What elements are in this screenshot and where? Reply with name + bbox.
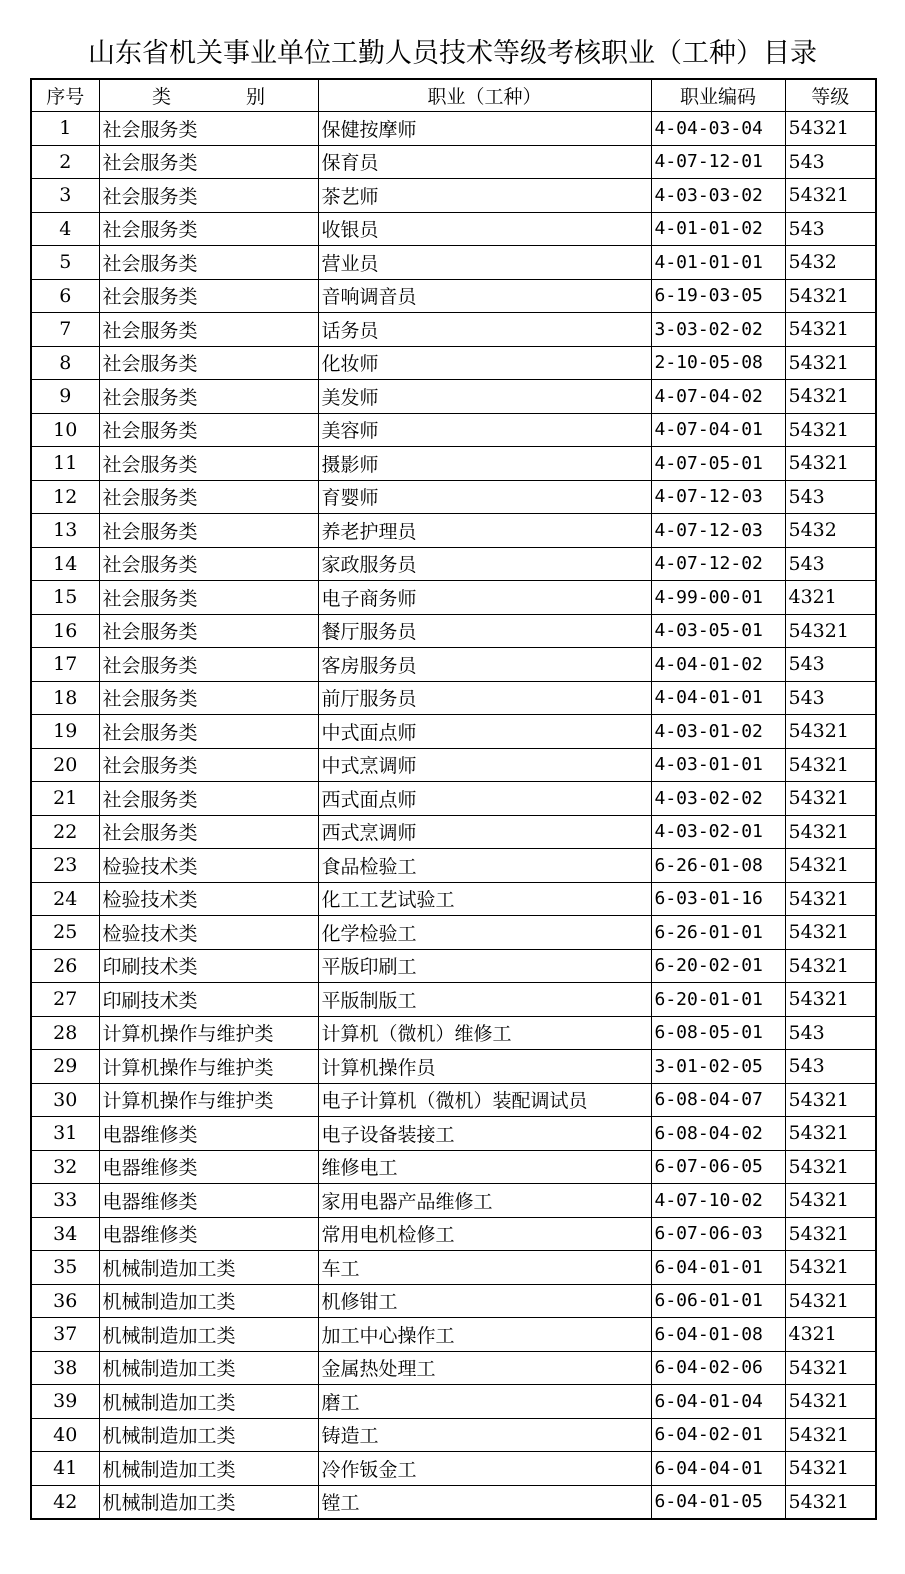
cell-index: 24: [31, 882, 99, 916]
cell-index: 5: [31, 246, 99, 280]
cell-occupation-code: 4-07-12-01: [651, 145, 785, 179]
table-row: [31, 179, 876, 213]
cell-index: 16: [31, 614, 99, 648]
cell-level: 54321: [785, 1485, 876, 1519]
cell-occupation-code: 6-04-01-05: [651, 1485, 785, 1519]
cell-index: 3: [31, 179, 99, 213]
table-row: [31, 882, 876, 916]
cell-index: 27: [31, 983, 99, 1017]
table-row: [31, 1150, 876, 1184]
column-header-index: 序号: [31, 79, 99, 112]
cell-occupation-code: 4-03-02-02: [651, 782, 785, 816]
table-row: [31, 1117, 876, 1151]
cell-index: 35: [31, 1251, 99, 1285]
cell-occupation-code: 2-10-05-08: [651, 346, 785, 380]
cell-index: 17: [31, 648, 99, 682]
table-row: [31, 1385, 876, 1419]
cell-category: 社会服务类: [99, 413, 318, 447]
cell-index: 41: [31, 1452, 99, 1486]
cell-occupation: 养老护理员: [318, 514, 651, 548]
cell-occupation: 餐厅服务员: [318, 614, 651, 648]
cell-category: 社会服务类: [99, 313, 318, 347]
cell-index: 31: [31, 1117, 99, 1151]
cell-occupation-code: 4-07-12-03: [651, 480, 785, 514]
cell-category: 社会服务类: [99, 715, 318, 749]
cell-occupation-code: 6-08-05-01: [651, 1016, 785, 1050]
cell-category: 机械制造加工类: [99, 1418, 318, 1452]
cell-occupation-code: 4-04-03-04: [651, 112, 785, 146]
cell-occupation: 计算机（微机）维修工: [318, 1016, 651, 1050]
cell-index: 28: [31, 1016, 99, 1050]
cell-occupation: 中式烹调师: [318, 748, 651, 782]
cell-category: 社会服务类: [99, 782, 318, 816]
cell-level: 54321: [785, 1184, 876, 1218]
cell-category: 电器维修类: [99, 1117, 318, 1151]
cell-index: 34: [31, 1217, 99, 1251]
table-row: [31, 949, 876, 983]
cell-level: 543: [785, 212, 876, 246]
table-row: [31, 1418, 876, 1452]
cell-level: 54321: [785, 1351, 876, 1385]
cell-level: 54321: [785, 1150, 876, 1184]
cell-occupation-code: 6-26-01-08: [651, 849, 785, 883]
cell-index: 36: [31, 1284, 99, 1318]
table-row: [31, 748, 876, 782]
cell-occupation: 客房服务员: [318, 648, 651, 682]
cell-category: 社会服务类: [99, 179, 318, 213]
table-row: [31, 1050, 876, 1084]
cell-index: 19: [31, 715, 99, 749]
cell-category: 检验技术类: [99, 849, 318, 883]
cell-category: 社会服务类: [99, 547, 318, 581]
cell-index: 33: [31, 1184, 99, 1218]
cell-category: 机械制造加工类: [99, 1485, 318, 1519]
page-title: 山东省机关事业单位工勤人员技术等级考核职业（工种）目录: [88, 38, 817, 69]
cell-category: 社会服务类: [99, 514, 318, 548]
cell-level: 54321: [785, 1284, 876, 1318]
cell-level: 54321: [785, 1251, 876, 1285]
cell-occupation: 维修电工: [318, 1150, 651, 1184]
cell-category: 社会服务类: [99, 614, 318, 648]
cell-category: 计算机操作与维护类: [99, 1016, 318, 1050]
cell-occupation-code: 4-07-12-03: [651, 514, 785, 548]
cell-occupation: 营业员: [318, 246, 651, 280]
cell-category: 电器维修类: [99, 1184, 318, 1218]
cell-occupation: 镗工: [318, 1485, 651, 1519]
cell-level: 54321: [785, 916, 876, 950]
cell-category: 社会服务类: [99, 748, 318, 782]
table-header-row: [31, 79, 876, 112]
table-row: [31, 380, 876, 414]
cell-index: 11: [31, 447, 99, 481]
table-row: [31, 1184, 876, 1218]
cell-level: 54321: [785, 346, 876, 380]
column-header-occupation: 职业（工种）: [318, 79, 651, 112]
cell-occupation-code: 4-04-01-01: [651, 681, 785, 715]
cell-occupation: 常用电机检修工: [318, 1217, 651, 1251]
cell-index: 1: [31, 112, 99, 146]
table-row: [31, 547, 876, 581]
cell-occupation: 车工: [318, 1251, 651, 1285]
column-header-category: 类 别: [99, 79, 318, 112]
cell-index: 20: [31, 748, 99, 782]
cell-index: 9: [31, 380, 99, 414]
cell-category: 社会服务类: [99, 246, 318, 280]
cell-index: 15: [31, 581, 99, 615]
cell-occupation: 食品检验工: [318, 849, 651, 883]
table-row: [31, 1016, 876, 1050]
cell-occupation-code: 4-03-02-01: [651, 815, 785, 849]
cell-occupation: 计算机操作员: [318, 1050, 651, 1084]
table-row: [31, 648, 876, 682]
cell-occupation: 西式烹调师: [318, 815, 651, 849]
cell-occupation: 前厅服务员: [318, 681, 651, 715]
cell-occupation-code: 4-01-01-01: [651, 246, 785, 280]
table-row: [31, 1083, 876, 1117]
cell-index: 29: [31, 1050, 99, 1084]
cell-occupation-code: 4-03-05-01: [651, 614, 785, 648]
table-row: [31, 849, 876, 883]
table-body: [31, 112, 876, 1520]
cell-level: 54321: [785, 882, 876, 916]
cell-occupation-code: 4-07-04-01: [651, 413, 785, 447]
cell-level: 54321: [785, 1117, 876, 1151]
cell-occupation-code: 6-07-06-03: [651, 1217, 785, 1251]
cell-occupation: 金属热处理工: [318, 1351, 651, 1385]
cell-level: 5432: [785, 514, 876, 548]
cell-occupation: 化妆师: [318, 346, 651, 380]
cell-level: 543: [785, 547, 876, 581]
cell-occupation: 音响调音员: [318, 279, 651, 313]
cell-category: 社会服务类: [99, 346, 318, 380]
cell-index: 14: [31, 547, 99, 581]
cell-occupation: 化工工艺试验工: [318, 882, 651, 916]
column-header-level: 等级: [785, 79, 876, 112]
cell-occupation-code: 4-01-01-02: [651, 212, 785, 246]
cell-level: 54321: [785, 413, 876, 447]
cell-occupation: 话务员: [318, 313, 651, 347]
cell-level: 54321: [785, 715, 876, 749]
table-row: [31, 1217, 876, 1251]
cell-category: 机械制造加工类: [99, 1284, 318, 1318]
cell-level: 5432: [785, 246, 876, 280]
cell-level: 54321: [785, 279, 876, 313]
cell-index: 39: [31, 1385, 99, 1419]
cell-occupation-code: 6-04-02-01: [651, 1418, 785, 1452]
cell-occupation: 中式面点师: [318, 715, 651, 749]
table-row: [31, 212, 876, 246]
cell-level: 54321: [785, 380, 876, 414]
cell-level: 54321: [785, 1418, 876, 1452]
table-row: [31, 279, 876, 313]
cell-index: 6: [31, 279, 99, 313]
cell-category: 电器维修类: [99, 1217, 318, 1251]
cell-level: 54321: [785, 614, 876, 648]
cell-level: 54321: [785, 1217, 876, 1251]
cell-occupation-code: 6-07-06-05: [651, 1150, 785, 1184]
cell-category: 社会服务类: [99, 380, 318, 414]
cell-occupation-code: 6-04-04-01: [651, 1452, 785, 1486]
cell-index: 8: [31, 346, 99, 380]
cell-category: 机械制造加工类: [99, 1452, 318, 1486]
cell-category: 电器维修类: [99, 1150, 318, 1184]
cell-occupation-code: 6-19-03-05: [651, 279, 785, 313]
cell-occupation-code: 4-07-04-02: [651, 380, 785, 414]
cell-occupation: 磨工: [318, 1385, 651, 1419]
cell-occupation: 电子设备装接工: [318, 1117, 651, 1151]
cell-occupation: 美发师: [318, 380, 651, 414]
cell-occupation-code: 6-04-02-06: [651, 1351, 785, 1385]
table-row: [31, 1485, 876, 1519]
table-row: [31, 1351, 876, 1385]
table-row: [31, 782, 876, 816]
cell-index: 22: [31, 815, 99, 849]
cell-category: 计算机操作与维护类: [99, 1083, 318, 1117]
cell-occupation-code: 6-06-01-01: [651, 1284, 785, 1318]
cell-category: 社会服务类: [99, 279, 318, 313]
table-row: [31, 514, 876, 548]
cell-level: 4321: [785, 581, 876, 615]
cell-level: 54321: [785, 112, 876, 146]
cell-category: 计算机操作与维护类: [99, 1050, 318, 1084]
cell-level: 4321: [785, 1318, 876, 1352]
cell-occupation: 摄影师: [318, 447, 651, 481]
cell-occupation-code: 4-07-05-01: [651, 447, 785, 481]
cell-index: 40: [31, 1418, 99, 1452]
cell-level: 543: [785, 1016, 876, 1050]
cell-level: 54321: [785, 313, 876, 347]
cell-occupation-code: 4-03-01-01: [651, 748, 785, 782]
cell-level: 54321: [785, 983, 876, 1017]
table-row: [31, 447, 876, 481]
table-row: [31, 346, 876, 380]
cell-level: 54321: [785, 849, 876, 883]
cell-level: 54321: [785, 815, 876, 849]
cell-occupation: 电子计算机（微机）装配调试员: [318, 1083, 651, 1117]
cell-occupation-code: 6-20-01-01: [651, 983, 785, 1017]
cell-category: 机械制造加工类: [99, 1318, 318, 1352]
cell-index: 37: [31, 1318, 99, 1352]
cell-occupation: 机修钳工: [318, 1284, 651, 1318]
cell-occupation-code: 6-03-01-16: [651, 882, 785, 916]
column-header-code: 职业编码: [651, 79, 785, 112]
cell-occupation: 保健按摩师: [318, 112, 651, 146]
cell-category: 社会服务类: [99, 447, 318, 481]
cell-index: 2: [31, 145, 99, 179]
cell-occupation: 保育员: [318, 145, 651, 179]
cell-level: 54321: [785, 447, 876, 481]
cell-occupation: 电子商务师: [318, 581, 651, 615]
cell-level: 543: [785, 681, 876, 715]
table-row: [31, 614, 876, 648]
cell-occupation-code: 4-04-01-02: [651, 648, 785, 682]
cell-occupation: 化学检验工: [318, 916, 651, 950]
cell-occupation-code: 6-26-01-01: [651, 916, 785, 950]
cell-occupation-code: 6-04-01-04: [651, 1385, 785, 1419]
cell-occupation-code: 4-07-10-02: [651, 1184, 785, 1218]
cell-category: 社会服务类: [99, 815, 318, 849]
cell-occupation: 收银员: [318, 212, 651, 246]
table-row: [31, 246, 876, 280]
cell-occupation: 冷作钣金工: [318, 1452, 651, 1486]
cell-occupation: 平版印刷工: [318, 949, 651, 983]
cell-occupation-code: 4-03-03-02: [651, 179, 785, 213]
cell-occupation: 平版制版工: [318, 983, 651, 1017]
cell-category: 社会服务类: [99, 145, 318, 179]
table-row: [31, 1452, 876, 1486]
cell-category: 社会服务类: [99, 648, 318, 682]
cell-category: 印刷技术类: [99, 983, 318, 1017]
cell-occupation-code: 3-03-02-02: [651, 313, 785, 347]
cell-occupation-code: 6-20-02-01: [651, 949, 785, 983]
cell-occupation-code: 4-07-12-02: [651, 547, 785, 581]
cell-level: 543: [785, 1050, 876, 1084]
cell-index: 4: [31, 212, 99, 246]
cell-level: 54321: [785, 782, 876, 816]
table-row: [31, 715, 876, 749]
table-row: [31, 313, 876, 347]
cell-level: 54321: [785, 1452, 876, 1486]
cell-occupation: 茶艺师: [318, 179, 651, 213]
cell-category: 机械制造加工类: [99, 1351, 318, 1385]
cell-index: 18: [31, 681, 99, 715]
cell-index: 25: [31, 916, 99, 950]
cell-occupation-code: 3-01-02-05: [651, 1050, 785, 1084]
cell-category: 机械制造加工类: [99, 1385, 318, 1419]
cell-category: 印刷技术类: [99, 949, 318, 983]
cell-index: 7: [31, 313, 99, 347]
cell-level: 54321: [785, 949, 876, 983]
cell-level: 543: [785, 145, 876, 179]
cell-occupation-code: 6-08-04-02: [651, 1117, 785, 1151]
cell-index: 21: [31, 782, 99, 816]
cell-index: 10: [31, 413, 99, 447]
cell-category: 社会服务类: [99, 681, 318, 715]
table-row: [31, 681, 876, 715]
cell-index: 38: [31, 1351, 99, 1385]
table-row: [31, 112, 876, 146]
cell-category: 社会服务类: [99, 112, 318, 146]
cell-category: 社会服务类: [99, 480, 318, 514]
cell-index: 42: [31, 1485, 99, 1519]
cell-level: 54321: [785, 179, 876, 213]
cell-index: 26: [31, 949, 99, 983]
cell-occupation-code: 6-04-01-01: [651, 1251, 785, 1285]
cell-level: 54321: [785, 1385, 876, 1419]
cell-occupation: 育婴师: [318, 480, 651, 514]
cell-occupation: 西式面点师: [318, 782, 651, 816]
table-row: [31, 916, 876, 950]
cell-level: 54321: [785, 1083, 876, 1117]
cell-occupation: 铸造工: [318, 1418, 651, 1452]
cell-level: 543: [785, 480, 876, 514]
cell-category: 检验技术类: [99, 916, 318, 950]
table-row: [31, 1284, 876, 1318]
cell-occupation-code: 4-99-00-01: [651, 581, 785, 615]
cell-category: 社会服务类: [99, 581, 318, 615]
cell-index: 23: [31, 849, 99, 883]
cell-occupation: 家用电器产品维修工: [318, 1184, 651, 1218]
cell-index: 12: [31, 480, 99, 514]
occupation-catalog-table: [30, 78, 877, 1520]
cell-index: 13: [31, 514, 99, 548]
table-row: [31, 413, 876, 447]
cell-index: 30: [31, 1083, 99, 1117]
cell-occupation-code: 6-04-01-08: [651, 1318, 785, 1352]
cell-occupation: 加工中心操作工: [318, 1318, 651, 1352]
cell-category: 检验技术类: [99, 882, 318, 916]
cell-category: 机械制造加工类: [99, 1251, 318, 1285]
table-row: [31, 815, 876, 849]
cell-occupation: 美容师: [318, 413, 651, 447]
cell-occupation: 家政服务员: [318, 547, 651, 581]
cell-index: 32: [31, 1150, 99, 1184]
table-row: [31, 983, 876, 1017]
table-row: [31, 145, 876, 179]
cell-occupation-code: 4-03-01-02: [651, 715, 785, 749]
cell-category: 社会服务类: [99, 212, 318, 246]
cell-level: 54321: [785, 748, 876, 782]
cell-level: 543: [785, 648, 876, 682]
cell-occupation-code: 6-08-04-07: [651, 1083, 785, 1117]
table-row: [31, 480, 876, 514]
table-row: [31, 1318, 876, 1352]
table-row: [31, 581, 876, 615]
table-row: [31, 1251, 876, 1285]
